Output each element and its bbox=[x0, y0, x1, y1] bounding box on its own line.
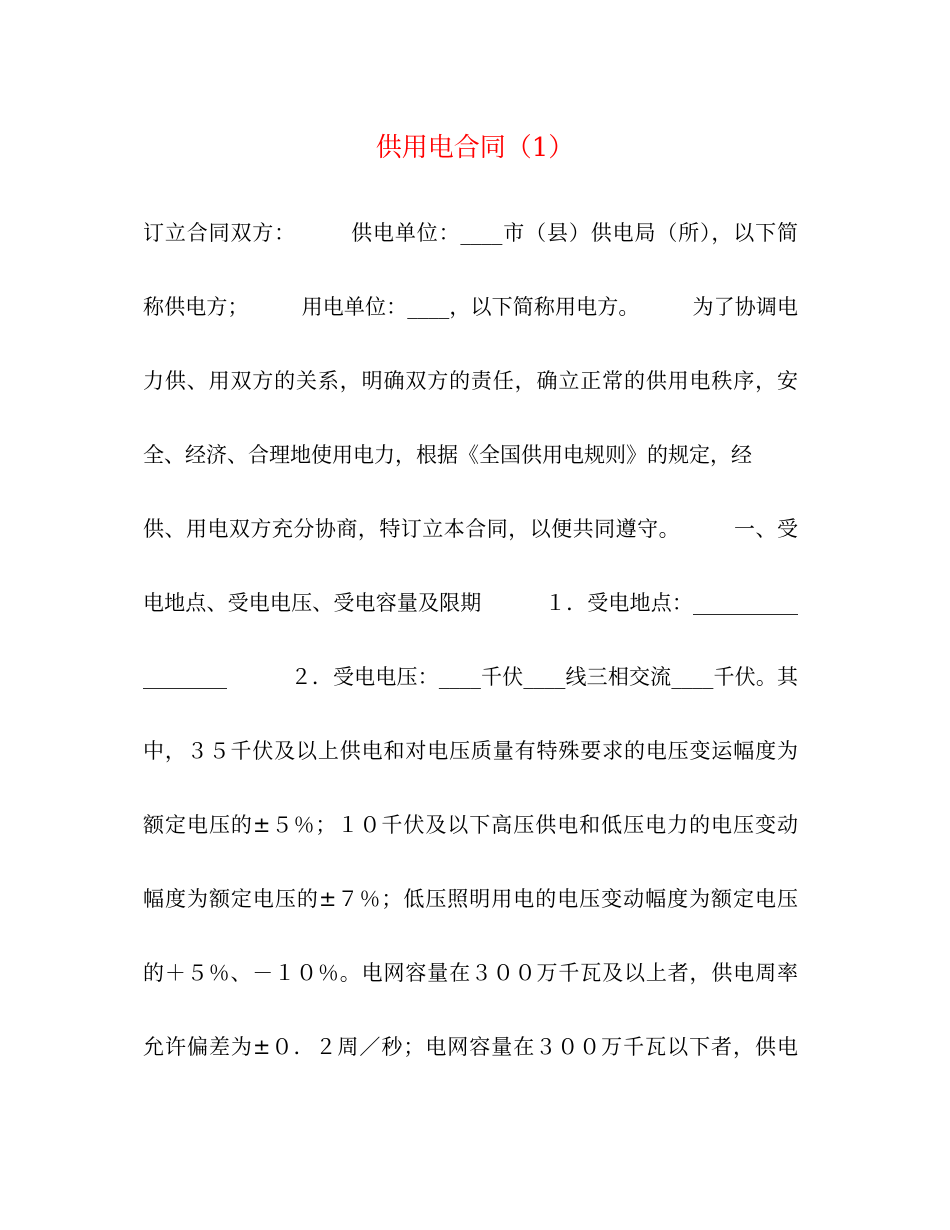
body-line: 幅度为额定电压的±７％；低压照明用电的电压变动幅度为额定电压 bbox=[143, 887, 798, 911]
document-body bbox=[143, 215, 798, 1103]
body-line: 额定电压的±５％；１０千伏及以下高压供电和低压电力的电压变动 bbox=[143, 813, 798, 837]
body-line: ________ ２．受电电压：____千伏____线三相交流____千伏。其 bbox=[143, 665, 798, 689]
body-line: 中，３５千伏及以上供电和对电压质量有特殊要求的电压变运幅度为 bbox=[143, 739, 798, 763]
body-line: 电地点、受电电压、受电容量及限期 １．受电地点：__________ bbox=[143, 591, 798, 615]
body-line: 全、经济、合理地使用电力，根据《全国供用电规则》的规定，经 bbox=[143, 443, 752, 467]
body-line: 允许偏差为±０．２周／秒；电网容量在３００万千瓦以下者，供电 bbox=[143, 1035, 798, 1059]
document-title: 供用电合同（1） bbox=[375, 133, 575, 163]
body-line: 力供、用双方的关系，明确双方的责任，确立正常的供用电秩序，安 bbox=[143, 369, 798, 393]
body-line: 供、用电双方充分协商，特订立本合同，以便共同遵守。 一、受 bbox=[143, 517, 798, 541]
body-line: 的＋５％、－１０％。电网容量在３００万千瓦及以上者，供电周率 bbox=[143, 961, 798, 985]
body-line: 订立合同双方： 供电单位：____市（县）供电局（所），以下简 bbox=[143, 221, 798, 245]
body-line: 称供电方； 用电单位：____，以下简称用电方。 为了协调电 bbox=[143, 295, 798, 319]
